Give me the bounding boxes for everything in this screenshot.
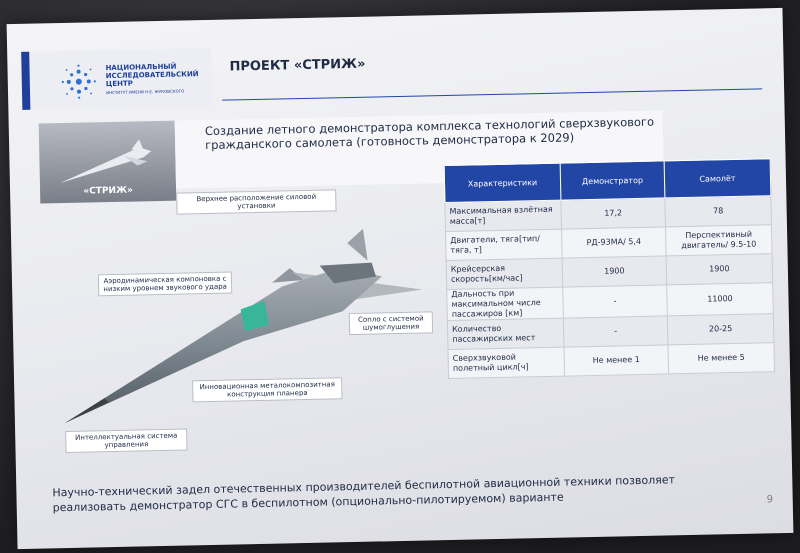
org-name: НАЦИОНАЛЬНЫЙ ИССЛЕДОВАТЕЛЬСКИЙ ЦЕНТР — [105, 62, 199, 89]
row-label: Максимальная взлётная масса[т] — [445, 200, 562, 231]
plane-value: 20-25 — [667, 314, 774, 345]
demo-value: - — [563, 316, 668, 347]
plane-value: 11000 — [667, 283, 774, 316]
table-row — [448, 343, 775, 379]
callout-top-engine: Верхнее расположение силовой установки — [176, 189, 336, 214]
plane-value: 1900 — [666, 254, 773, 285]
row-label: Сверхзвуковой полетный цикл[ч] — [448, 347, 565, 378]
org-subtitle: ИНСТИТУТ ИМЕНИ Н.Е. ЖУКОВСКОГО — [105, 88, 185, 96]
plane-value: 78 — [665, 196, 772, 227]
row-label: Дальность при максимальном числе пассажиров [км] — [447, 287, 564, 320]
spec-table — [444, 158, 775, 379]
plane-value: Перспективный двигатель/ 9.5-10 — [665, 225, 772, 256]
callout-aerodynamics: Аэродинамическая компоновка с низким уровнем звукового удара — [98, 272, 232, 297]
callout-metal-composite: Инновационная металокомпозитная конструкция планера — [192, 377, 342, 402]
logo-accent-bar — [21, 52, 30, 110]
row-label: Крейсерская скорость[км/час] — [446, 258, 563, 289]
demo-value: - — [563, 285, 668, 318]
slide-subtitle: Создание летного демонстратора комплекса технологий сверхзвукового гражданского самолета (готовность демонстратора к 2029) — [204, 114, 655, 153]
callout-nozzle: Сопло с системой шумоглушения — [349, 311, 433, 335]
org-logo-icon — [59, 62, 98, 101]
demo-value: 1900 — [562, 256, 667, 287]
tail-fin-icon — [347, 229, 368, 261]
row-label: Количество пассажирских мест — [447, 318, 564, 349]
demo-value: 17,2 — [561, 198, 666, 229]
title-divider — [222, 88, 762, 100]
hero-caption: «СТРИЖ» — [83, 185, 133, 197]
demo-value: Не менее 1 — [564, 345, 669, 376]
header-demonstrator: Демонстратор — [560, 161, 665, 200]
slide-title: ПРОЕКТ «СТРИЖ» — [229, 56, 366, 75]
slide — [7, 8, 794, 549]
callout-control-system: Интеллектуальная система управления — [65, 428, 187, 453]
row-label: Двигатели, тяга[тип/тяга, т] — [446, 229, 563, 260]
plane-value: Не менее 5 — [668, 343, 775, 374]
header-characteristics: Характеристики — [444, 163, 561, 202]
page-number: 9 — [766, 494, 774, 506]
footer-statement: Научно-технический задел отечественных производителей беспилотной авиационной техники позволяет реализовать демонстратор СГС в беспилотном (опционально-пилотируемом) варианте — [52, 473, 676, 515]
demo-value: РД-93МА/ 5,4 — [562, 227, 667, 258]
nose-icon — [64, 398, 108, 423]
header-aircraft: Самолёт — [664, 159, 771, 198]
